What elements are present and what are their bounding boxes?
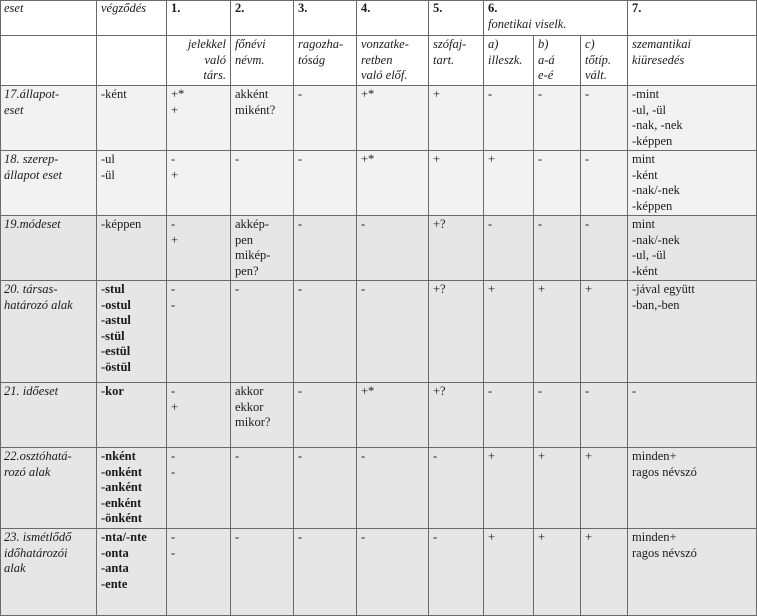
col-7-cell (628, 281, 757, 383)
header-label: végződés (101, 1, 147, 15)
semantic-value: -képpen (632, 198, 673, 213)
semantic-value: mint (632, 152, 655, 166)
col-6c-cell (581, 151, 628, 216)
case-name: időhatározói (4, 545, 68, 560)
col-6c-cell (581, 281, 628, 383)
col-3-cell (294, 281, 357, 383)
col-6a-cell (484, 216, 534, 281)
header-col-2 (231, 0, 294, 36)
col-1-cell (167, 383, 231, 448)
feature-value: - (171, 464, 176, 479)
col-6b-cell (534, 151, 581, 216)
column-subtitle: szófaj- (433, 37, 467, 51)
feature-value: - (298, 152, 303, 166)
column-subtitle: illeszk. (488, 52, 523, 67)
case-name-cell (0, 529, 97, 616)
header-col-6 (484, 0, 628, 36)
column-subtitle: való előf. (361, 68, 408, 82)
suffix: -önként (101, 511, 142, 525)
suffix: -képpen (101, 217, 142, 231)
feature-value: +* (361, 384, 375, 398)
pronoun: pen? (235, 263, 259, 278)
col-4-cell (357, 281, 429, 383)
col-2-cell (231, 151, 294, 216)
col-1-cell (167, 216, 231, 281)
col-7-cell (628, 86, 757, 151)
feature-value: +* (361, 87, 375, 101)
suffix-cell (97, 86, 167, 151)
col-2-cell (231, 216, 294, 281)
header-col-7 (628, 0, 757, 36)
pronoun: - (235, 449, 240, 463)
header-sub-6a (484, 36, 534, 86)
feature-value: + (488, 152, 496, 166)
pronoun: miként? (235, 102, 276, 117)
col-6b-cell (534, 86, 581, 151)
feature-value: - (298, 449, 303, 463)
pronoun: pen (235, 232, 254, 247)
pronoun: akkor (235, 384, 264, 398)
column-subtitle: tőtíp. (585, 52, 612, 67)
header-vegzodes (97, 0, 167, 36)
feature-value: - (171, 282, 176, 296)
feature-value: - (298, 217, 303, 231)
col-7-cell (628, 448, 757, 529)
feature-value: - (171, 384, 176, 398)
col-7-cell (628, 383, 757, 448)
pronoun: akkép- (235, 217, 270, 231)
semantic-value: -nak/-nek (632, 232, 680, 247)
column-subtitle: névm. (235, 52, 265, 67)
column-subtitle: szemantikai (632, 37, 692, 51)
col-5-cell (429, 448, 484, 529)
semantic-value: ragos névszó (632, 545, 697, 560)
feature-value: - (538, 152, 543, 166)
suffix: -astul (101, 313, 131, 327)
semantic-value: - (632, 384, 637, 398)
column-subtitle: retben (361, 52, 393, 67)
case-name: 21. időeset (4, 384, 59, 398)
column-number: 3. (298, 1, 308, 15)
case-name: eset (4, 102, 24, 117)
header-sub-empty (97, 36, 167, 86)
col-2-cell (231, 281, 294, 383)
case-name-cell (0, 216, 97, 281)
case-name: 20. társas- (4, 282, 58, 296)
col-6c-cell (581, 529, 628, 616)
semantic-value: -nak, -nek (632, 118, 683, 132)
feature-value: + (585, 449, 593, 463)
case-name: 17.állapot- (4, 87, 60, 101)
col-6a-cell (484, 281, 534, 383)
col-6b-cell (534, 383, 581, 448)
case-name-cell (0, 383, 97, 448)
semantic-value: -ként (632, 263, 658, 278)
feature-value: - (488, 384, 493, 398)
case-name: alak (4, 561, 26, 575)
col-6b-cell (534, 448, 581, 529)
pronoun: ekkor (235, 399, 264, 414)
col-5-cell (429, 151, 484, 216)
col-5-cell (429, 383, 484, 448)
feature-value: - (298, 282, 303, 296)
col-6a-cell (484, 151, 534, 216)
case-name: 19.módeset (4, 217, 61, 231)
col-2-cell (231, 86, 294, 151)
feature-value: + (538, 282, 546, 296)
suffix: -stül (101, 328, 125, 343)
header-col-4 (357, 0, 429, 36)
pronoun: mikor? (235, 415, 271, 429)
header-col-1 (167, 0, 231, 36)
feature-value: - (538, 217, 543, 231)
header-sub-4 (357, 36, 429, 86)
suffix: -anta (101, 561, 129, 575)
feature-value: - (433, 530, 438, 544)
header-col-5 (429, 0, 484, 36)
feature-value: - (361, 530, 366, 544)
col-4-cell (357, 383, 429, 448)
suffix: -estül (101, 344, 131, 358)
column-subtitle: főnévi (235, 37, 266, 51)
suffix-cell (97, 383, 167, 448)
col-6b-cell (534, 281, 581, 383)
column-subtitle: c) (585, 37, 595, 51)
header-sub-5 (429, 36, 484, 86)
suffix-cell (97, 281, 167, 383)
feature-value: + (433, 152, 441, 166)
suffix: -nként (101, 449, 136, 463)
col-6c-cell (581, 86, 628, 151)
header-sub-1 (167, 36, 231, 86)
column-subtitle: b) (538, 37, 549, 51)
col-4-cell (357, 151, 429, 216)
col-3-cell (294, 151, 357, 216)
col-3-cell (294, 216, 357, 281)
column-number: 5. (433, 1, 443, 15)
col-5-cell (429, 86, 484, 151)
col-6a-cell (484, 86, 534, 151)
semantic-value: -ban,-ben (632, 297, 680, 312)
semantic-value: -ul, -ül (632, 248, 667, 262)
suffix: -ul (101, 152, 115, 166)
semantic-value: -jával együtt (632, 282, 695, 296)
col-1-cell (167, 448, 231, 529)
feature-value: - (171, 530, 176, 544)
col-1-cell (167, 281, 231, 383)
semantic-value: -ul, -ül (632, 102, 667, 117)
feature-value: +? (433, 282, 446, 296)
col-5-cell (429, 529, 484, 616)
col-3-cell (294, 448, 357, 529)
pronoun: - (235, 530, 240, 544)
column-subtitle: jelekkel (187, 37, 226, 51)
column-subtitle: ragozha- (298, 37, 344, 51)
feature-value: - (361, 282, 366, 296)
semantic-value: -mint (632, 87, 660, 101)
feature-value: + (538, 530, 546, 544)
case-name-cell (0, 86, 97, 151)
case-name-cell (0, 151, 97, 216)
case-name: 18. szerep- (4, 152, 59, 166)
column-number: 2. (235, 1, 245, 15)
case-name: állapot eset (4, 167, 62, 182)
case-name-cell (0, 281, 97, 383)
feature-value: + (488, 530, 496, 544)
feature-value: - (298, 87, 303, 101)
semantic-value: ragos névszó (632, 464, 697, 479)
pronoun: akként (235, 87, 269, 101)
column-number: 1. (171, 1, 181, 15)
feature-value: - (538, 384, 543, 398)
feature-value: +? (433, 217, 446, 231)
pronoun: - (235, 282, 240, 296)
feature-value: - (171, 297, 176, 312)
feature-value: + (538, 449, 546, 463)
col-4-cell (357, 448, 429, 529)
col-2-cell (231, 383, 294, 448)
column-subtitle: a) (488, 37, 499, 51)
col-6b-cell (534, 529, 581, 616)
feature-value: + (585, 530, 593, 544)
semantic-value: minden+ (632, 449, 677, 463)
column-title: fonetikai viselk. (488, 16, 567, 31)
feature-value: - (361, 449, 366, 463)
case-name: 22.osztóhatá- (4, 449, 72, 463)
feature-value: - (585, 152, 590, 166)
col-5-cell (429, 216, 484, 281)
suffix: -ente (101, 576, 128, 591)
case-name: 23. ismétlődő (4, 530, 72, 544)
feature-value: - (361, 217, 366, 231)
feature-value: - (488, 87, 493, 101)
header-sub-3 (294, 36, 357, 86)
feature-value: + (171, 232, 179, 247)
feature-value: +* (361, 152, 375, 166)
suffix: -ül (101, 167, 115, 182)
column-subtitle: tart. (433, 52, 455, 67)
feature-value: - (585, 217, 590, 231)
header-sub-empty (0, 36, 97, 86)
col-1-cell (167, 86, 231, 151)
column-number: 7. (632, 1, 642, 15)
header-sub-2 (231, 36, 294, 86)
feature-value: - (298, 530, 303, 544)
semantic-value: minden+ (632, 530, 677, 544)
col-7-cell (628, 216, 757, 281)
case-name-cell (0, 448, 97, 529)
feature-value: - (585, 87, 590, 101)
col-6b-cell (534, 216, 581, 281)
header-label: eset (4, 1, 24, 15)
column-subtitle: e-é (538, 68, 554, 82)
col-3-cell (294, 383, 357, 448)
suffix: -enként (101, 495, 142, 510)
pronoun: - (235, 152, 240, 166)
feature-value: - (433, 449, 438, 463)
col-4-cell (357, 86, 429, 151)
feature-value: + (433, 87, 441, 101)
feature-value: - (488, 217, 493, 231)
col-3-cell (294, 529, 357, 616)
feature-value: - (171, 545, 176, 560)
suffix-cell (97, 448, 167, 529)
suffix: -onta (101, 545, 129, 560)
column-subtitle: való (204, 52, 226, 67)
column-subtitle: vonzatke- (361, 37, 409, 51)
col-6c-cell (581, 216, 628, 281)
suffix: -ként (101, 87, 127, 101)
suffix-cell (97, 151, 167, 216)
case-name: rozó alak (4, 464, 51, 479)
feature-value: - (171, 449, 176, 463)
feature-value: - (298, 384, 303, 398)
suffix-cell (97, 216, 167, 281)
col-3-cell (294, 86, 357, 151)
col-6a-cell (484, 383, 534, 448)
feature-value: + (488, 282, 496, 296)
col-6a-cell (484, 448, 534, 529)
semantic-value: -ként (632, 167, 658, 182)
column-number: 4. (361, 1, 371, 15)
feature-value: + (488, 449, 496, 463)
suffix: -nta/-nte (101, 530, 147, 544)
col-2-cell (231, 529, 294, 616)
col-4-cell (357, 216, 429, 281)
feature-value: + (171, 167, 179, 182)
column-number: 6. (488, 1, 498, 15)
col-4-cell (357, 529, 429, 616)
col-6a-cell (484, 529, 534, 616)
column-subtitle: tóság (298, 52, 326, 67)
col-7-cell (628, 151, 757, 216)
semantic-value: -képpen (632, 133, 673, 148)
suffix-cell (97, 529, 167, 616)
col-1-cell (167, 151, 231, 216)
header-eset (0, 0, 97, 36)
feature-value: - (171, 217, 176, 231)
column-subtitle: a-á (538, 52, 555, 67)
feature-value: +* (171, 87, 185, 101)
col-6c-cell (581, 448, 628, 529)
suffix: -östül (101, 359, 131, 374)
col-6c-cell (581, 383, 628, 448)
column-subtitle: társ. (203, 68, 226, 82)
suffix: -ostul (101, 297, 131, 312)
feature-value: - (538, 87, 543, 101)
column-subtitle: kiüresedés (632, 52, 685, 67)
feature-value: - (171, 152, 176, 166)
suffix: -kor (101, 384, 124, 398)
header-sub-6b (534, 36, 581, 86)
col-5-cell (429, 281, 484, 383)
col-1-cell (167, 529, 231, 616)
header-col-3 (294, 0, 357, 36)
feature-value: + (171, 399, 179, 414)
suffix: -anként (101, 480, 142, 494)
header-sub-6c (581, 36, 628, 86)
pronoun: mikép- (235, 248, 271, 262)
feature-value: + (171, 102, 179, 117)
feature-value: + (585, 282, 593, 296)
case-name: határozó alak (4, 297, 73, 312)
suffix: -stul (101, 282, 125, 296)
semantic-value: -nak/-nek (632, 183, 680, 197)
column-subtitle: vált. (585, 68, 607, 82)
col-7-cell (628, 529, 757, 616)
col-2-cell (231, 448, 294, 529)
feature-value: - (585, 384, 590, 398)
suffix: -onként (101, 464, 142, 479)
header-sub-7 (628, 36, 757, 86)
feature-value: +? (433, 384, 446, 398)
semantic-value: mint (632, 217, 655, 231)
